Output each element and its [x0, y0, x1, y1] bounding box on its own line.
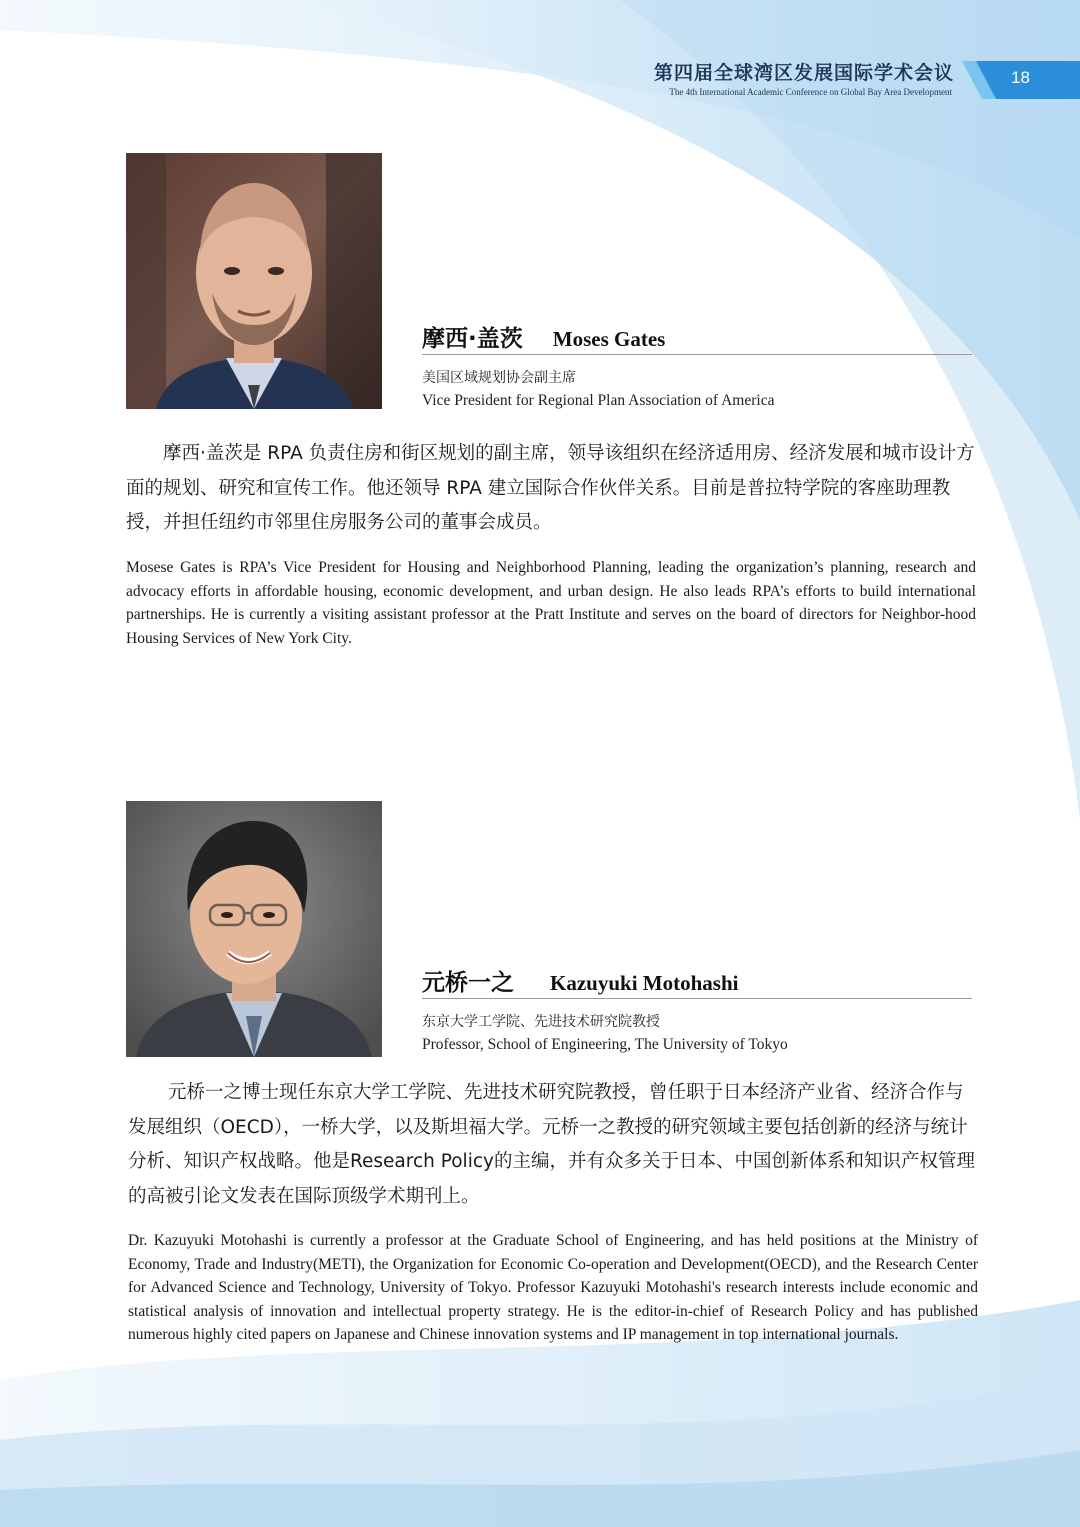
- profile-header-moses-gates: [422, 320, 972, 410]
- name-row: [422, 320, 972, 355]
- name-en: Moses Gates: [552, 327, 666, 351]
- page-number: 18: [1011, 68, 1030, 87]
- bio-en-moses-gates: Mosese Gates is RPA’s Vice President for Housing and Neighborhood Planning, leading the organization’s planning, research and advocacy efforts in affordable housing, economic development, and urban design. He also leads RPA’s efforts to build international partnerships. He is currently a visiting assistant professor at the Pratt Institute and serves on the board of directors for Neighbor-hood Housing Services of New York City.: [126, 559, 976, 647]
- name-cn: 元桥一之: [422, 970, 514, 996]
- bio-cn-kazuyuki-motohashi: 元桥一之博士现任东京大学工学院、先进技术研究院教授，曾任职于日本经济产业省、经济合作与发展组织（OECD），一桥大学，以及斯坦福大学。元桥一之教授的研究领域主要包括创新的经济与统计分析、知识产权战略。他是Research Policy的主编，并有众多关于日本、中国创新体系和知识产权管理的高被引论文发表在国际顶级学术期刊上。: [128, 1082, 975, 1207]
- portrait-moses-gates: [126, 153, 382, 409]
- portrait-kazuyuki-motohashi: [126, 801, 382, 1057]
- conference-title-en: The 4th International Academic Conference on Global Bay Area Development: [669, 87, 952, 97]
- name-cn: 摩西·盖茨: [422, 326, 523, 352]
- profile-header-kazuyuki-motohashi: [422, 964, 972, 1054]
- position-en: Vice President for Regional Plan Association of America: [422, 392, 775, 409]
- name-en: Kazuyuki Motohashi: [550, 971, 739, 995]
- bio-en-kazuyuki-motohashi: Dr. Kazuyuki Motohashi is currently a professor at the Graduate School of Engineering, and has held positions at the Ministry of Economy, Trade and Industry(METI), the Organization for Economic Co-operation and Development(OECD), and the Research Center for Advanced Science and Technology, University of Tokyo. Professor Kazuyuki Motohashi's research interests include economic and statistical analysis of innovation and intellectual property strategy. He is the editor-in-chief of Research Policy and has published numerous highly cited papers on Japanese and Chinese innovation systems and IP management in top international journals.: [128, 1232, 978, 1344]
- position-cn: 美国区域规划协会副主席: [422, 370, 576, 386]
- page-header: [0, 52, 1080, 112]
- position-en: Professor, School of Engineering, The University of Tokyo: [422, 1036, 788, 1053]
- bio-cn-moses-gates: 摩西·盖茨是 RPA 负责住房和街区规划的副主席，领导该组织在经济适用房、经济发展和城市设计方面的规划、研究和宣传工作。他还领导 RPA 建立国际合作伙伴关系。目前是普拉特学院的客座助理教授，并担任纽约市邻里住房服务公司的董事会成员。: [126, 443, 975, 533]
- position-cn: 东京大学工学院、先进技术研究院教授: [422, 1014, 660, 1030]
- name-row: [422, 964, 972, 999]
- conference-title-cn: 第四届全球湾区发展国际学术会议: [653, 62, 954, 84]
